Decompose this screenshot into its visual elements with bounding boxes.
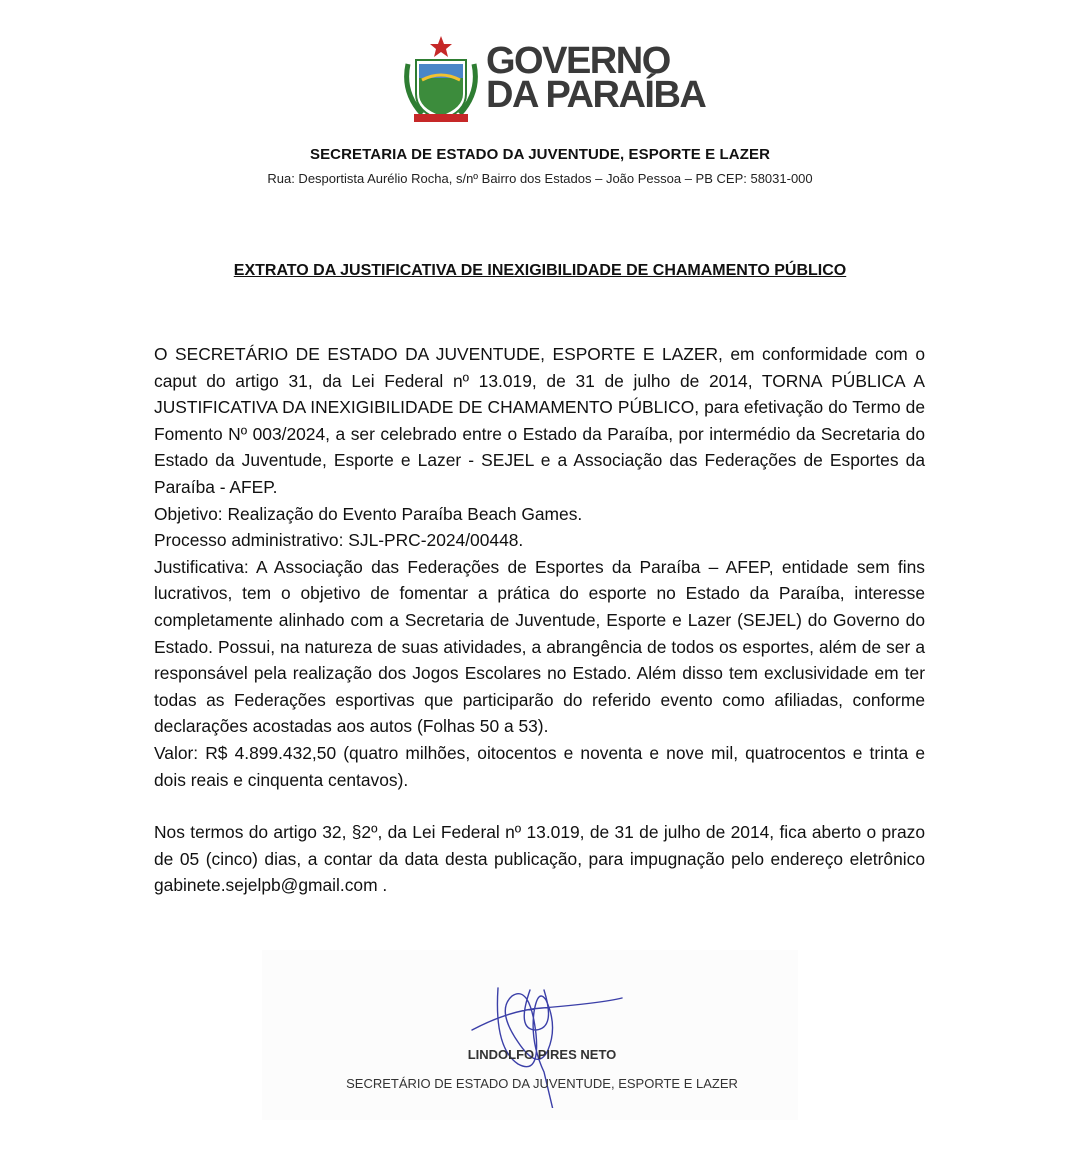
- justification-paragraph: Justificativa: A Associação das Federações de Esportes da Paraíba – AFEP, entidade sem fins lucrativos, tem o objetivo de fomentar a prática do esporte no Estado da Paraíba, interesse completamente alinhado com a Secretaria de Juventude, Esporte e Lazer (SEJEL) do Governo do Estado. Possui, na natureza de suas atividades, a abrangência de todos os esportes, além de ser a responsável pela realização dos Jogos Escolares no Estado. Além disso tem exclusividade em ter todas as Federações esportivas que participarão do referido evento como afiliadas, conforme declarações acostadas aos autos (Folhas 50 a 53).: [154, 556, 925, 737]
- paragraph-gap: [154, 793, 925, 819]
- paraiba-state-coat-of-arms-icon: [400, 34, 482, 126]
- logo-line-1: GOVERNO: [486, 40, 670, 82]
- signatory-role: SECRETÁRIO DE ESTADO DA JUVENTUDE, ESPORTE E LAZER: [346, 1076, 738, 1091]
- signatory-name: LINDOLFO PIRES NETO: [467, 1047, 617, 1062]
- document-header: [0, 28, 1080, 128]
- logo-line-2: DA PARAÍBA: [486, 74, 706, 116]
- document-body: [154, 341, 925, 899]
- process-line: Processo administrativo: SJL-PRC-2024/00448.: [154, 530, 524, 551]
- deadline-paragraph: Nos termos do artigo 32, §2º, da Lei Federal nº 13.019, de 31 de julho de 2014, fica aberto o prazo de 05 (cinco) dias, a contar da data desta publicação, para impugnação pelo endereço eletrônico gabinete.sejelpb@gmail.com .: [154, 822, 925, 896]
- objective-line: Objetivo: Realização do Evento Paraíba Beach Games.: [154, 503, 583, 524]
- value-paragraph: Valor: R$ 4.899.432,50 (quatro milhões, oitocentos e noventa e nove mil, quatrocentos e trinta e dois reais e cinquenta centavos).: [154, 742, 925, 790]
- government-logo-text: [486, 40, 706, 116]
- document-title: EXTRATO DA JUSTIFICATIVA DE INEXIGIBILIDADE DE CHAMAMENTO PÚBLICO: [233, 262, 847, 279]
- secretaria-address: Rua: Desportista Aurélio Rocha, s/nº Bairro dos Estados – João Pessoa – PB CEP: 58031-000: [267, 171, 813, 186]
- secretaria-heading: SECRETARIA DE ESTADO DA JUVENTUDE, ESPORTE E LAZER: [309, 146, 771, 163]
- intro-paragraph: O SECRETÁRIO DE ESTADO DA JUVENTUDE, ESPORTE E LAZER, em conformidade com o caput do artigo 31, da Lei Federal nº 13.019, de 31 de julho de 2014, TORNA PÚBLICA A JUSTIFICATIVA DA INEXIGIBILIDADE DE CHAMAMENTO PÚBLICO, para efetivação do Termo de Fomento Nº 003/2024, a ser celebrado entre o Estado da Paraíba, por intermédio da Secretaria do Estado da Juventude, Esporte e Lazer - SEJEL e a Associação das Federações de Esportes da Paraíba - AFEP.: [154, 344, 925, 497]
